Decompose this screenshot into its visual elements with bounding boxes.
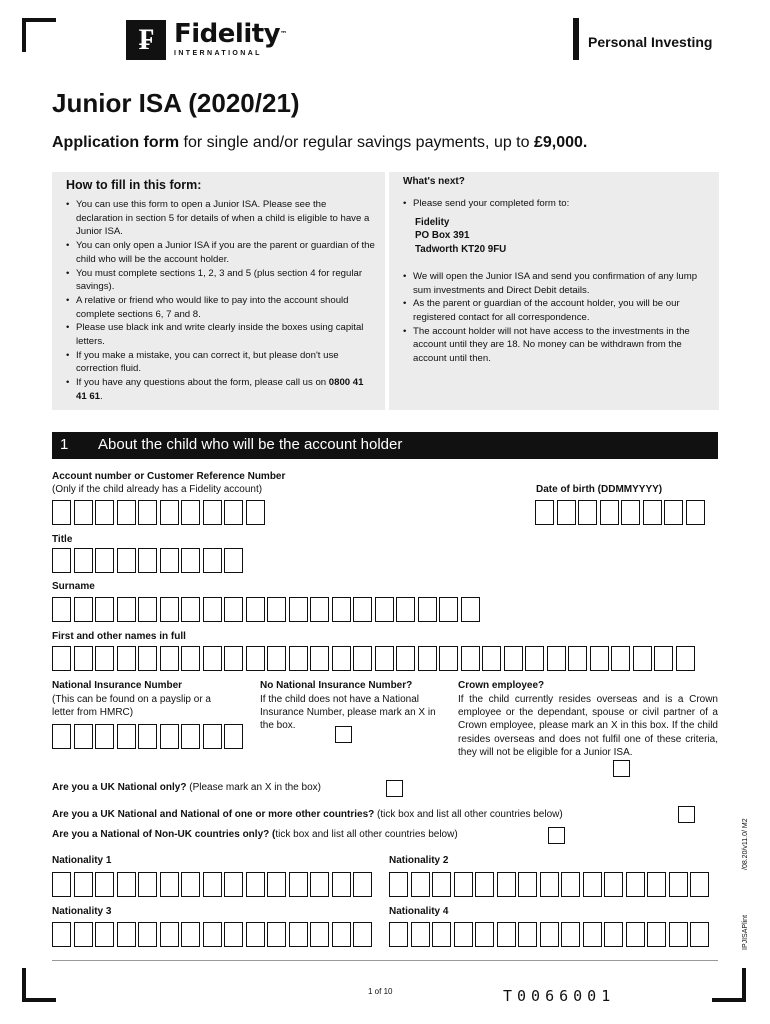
- character-box[interactable]: [535, 500, 554, 525]
- character-box[interactable]: [669, 922, 688, 947]
- version-code: /08.20/v11.0/ M2: [742, 818, 749, 870]
- character-box[interactable]: [600, 500, 619, 525]
- character-box[interactable]: [540, 922, 559, 947]
- character-box[interactable]: [74, 724, 93, 749]
- character-box[interactable]: [686, 500, 705, 525]
- how-to-box: [52, 172, 385, 410]
- personal-investing-label: Personal Investing: [588, 34, 713, 50]
- character-box[interactable]: [203, 922, 222, 947]
- uk-other-checkbox[interactable]: [678, 806, 695, 823]
- character-box[interactable]: [138, 646, 157, 671]
- character-box[interactable]: [52, 872, 71, 897]
- uk-other-rest: (tick box and list all other countries below): [374, 809, 563, 820]
- crop-mark-bottom-left: [22, 968, 56, 1002]
- character-box[interactable]: [160, 646, 179, 671]
- character-box[interactable]: [561, 872, 580, 897]
- character-box[interactable]: [117, 548, 136, 573]
- character-box[interactable]: [475, 872, 494, 897]
- form-code: T0066001: [503, 987, 616, 1005]
- subtitle-rest: for single and/or regular savings payments, up to: [179, 134, 534, 151]
- character-box[interactable]: [454, 872, 473, 897]
- character-box[interactable]: [647, 872, 666, 897]
- whats-next-heading: What's next?: [403, 176, 465, 187]
- uk-only-rest: (Please mark an X in the box): [186, 782, 321, 793]
- character-box[interactable]: [332, 922, 351, 947]
- character-box[interactable]: [647, 922, 666, 947]
- non-uk-rest: tick box and list all other countries below): [275, 829, 458, 840]
- character-box[interactable]: [74, 597, 93, 622]
- account-number-label: Account number or Customer Reference Number: [52, 471, 286, 482]
- personal-investing-bar: [573, 18, 579, 60]
- character-box[interactable]: [332, 646, 351, 671]
- contact-end: .: [100, 390, 103, 402]
- page-title: Junior ISA (2020/21): [52, 88, 300, 118]
- character-box[interactable]: [690, 872, 709, 897]
- character-box[interactable]: [375, 646, 394, 671]
- how-to-item: • A relative or friend who would like to pay into the account should complete sections 6, 7 and 8.: [66, 294, 375, 321]
- character-box[interactable]: [267, 597, 286, 622]
- surname-label: Surname: [52, 581, 95, 592]
- character-box[interactable]: [203, 500, 222, 525]
- non-uk-bold: Are you a National of Non-UK countries only? (: [52, 829, 276, 840]
- character-box[interactable]: [411, 922, 430, 947]
- character-box[interactable]: [482, 646, 501, 671]
- character-box[interactable]: [117, 724, 136, 749]
- section-title: About the child who will be the account holder: [98, 436, 403, 453]
- character-box[interactable]: [203, 872, 222, 897]
- character-box[interactable]: [497, 922, 516, 947]
- character-box[interactable]: [561, 922, 580, 947]
- first-names-label: First and other names in full: [52, 631, 186, 642]
- character-box[interactable]: [246, 500, 265, 525]
- character-box[interactable]: [289, 922, 308, 947]
- character-box[interactable]: [181, 922, 200, 947]
- character-box[interactable]: [203, 597, 222, 622]
- character-box[interactable]: [418, 646, 437, 671]
- character-box[interactable]: [310, 597, 329, 622]
- character-box[interactable]: [267, 646, 286, 671]
- character-box[interactable]: [181, 646, 200, 671]
- character-box[interactable]: [224, 872, 243, 897]
- character-box[interactable]: [224, 597, 243, 622]
- whats-next-list: [403, 270, 709, 366]
- character-box[interactable]: [267, 872, 286, 897]
- no-ni-label: No National Insurance Number?: [260, 680, 413, 691]
- character-box[interactable]: [203, 646, 222, 671]
- character-box[interactable]: [654, 646, 673, 671]
- nationality-4-label: Nationality 4: [389, 906, 449, 917]
- whats-next-box: [389, 172, 719, 410]
- character-box[interactable]: [74, 872, 93, 897]
- character-box[interactable]: [578, 500, 597, 525]
- character-box[interactable]: [246, 922, 265, 947]
- character-box[interactable]: [203, 548, 222, 573]
- character-box[interactable]: [160, 922, 179, 947]
- nationality-3-label: Nationality 3: [52, 906, 112, 917]
- character-box[interactable]: [289, 872, 308, 897]
- character-box[interactable]: [633, 646, 652, 671]
- character-box[interactable]: [160, 597, 179, 622]
- uk-other-question: [52, 809, 563, 820]
- character-box[interactable]: [389, 922, 408, 947]
- character-box[interactable]: [525, 646, 544, 671]
- character-box[interactable]: [626, 922, 645, 947]
- character-box[interactable]: [604, 872, 623, 897]
- character-box[interactable]: [332, 872, 351, 897]
- whats-next-item: • We will open the Junior ISA and send you confirmation of any lump sum investments and Direct Debit details.: [403, 270, 709, 297]
- footer-divider: [52, 960, 718, 961]
- nationality-3-input[interactable]: [52, 922, 375, 947]
- character-box[interactable]: [461, 597, 480, 622]
- character-box[interactable]: [310, 922, 329, 947]
- dob-label: Date of birth (DDMMYYYY): [536, 484, 663, 495]
- character-box[interactable]: [432, 922, 451, 947]
- character-box[interactable]: [310, 646, 329, 671]
- character-box[interactable]: [138, 500, 157, 525]
- character-box[interactable]: [396, 646, 415, 671]
- character-box[interactable]: [418, 597, 437, 622]
- title-input[interactable]: [52, 548, 246, 573]
- character-box[interactable]: [432, 872, 451, 897]
- character-box[interactable]: [74, 548, 93, 573]
- character-box[interactable]: [583, 872, 602, 897]
- character-box[interactable]: [332, 597, 351, 622]
- character-box[interactable]: [117, 597, 136, 622]
- character-box[interactable]: [547, 646, 566, 671]
- character-box[interactable]: [504, 646, 523, 671]
- character-box[interactable]: [52, 548, 71, 573]
- crop-mark-bottom-right: [712, 968, 746, 1002]
- phone-number: 0800 41 41 61: [76, 377, 364, 402]
- whats-next-item: • As the parent or guardian of the account holder, you will be our registered contact for all correspondence.: [403, 297, 709, 324]
- character-box[interactable]: [52, 500, 71, 525]
- character-box[interactable]: [568, 646, 587, 671]
- character-box[interactable]: [310, 872, 329, 897]
- character-box[interactable]: [353, 646, 372, 671]
- character-box[interactable]: [664, 500, 683, 525]
- address-line: Fidelity: [415, 216, 450, 228]
- character-box[interactable]: [353, 922, 372, 947]
- non-uk-question: [52, 829, 458, 840]
- character-box[interactable]: [289, 597, 308, 622]
- crown-note: If the child currently resides overseas and is a Crown employee or the dependant, spouse or civil partner of a Crown employee, please mark an X in this box. If the child resides overseas and does not fulfil one of these criteria, they will not be eligible for a Junior ISA.: [458, 694, 718, 758]
- character-box[interactable]: [439, 646, 458, 671]
- address-line: PO Box 391: [415, 230, 470, 242]
- contact-text: If you have any questions about the form, please call us on: [76, 377, 329, 389]
- character-box[interactable]: [224, 548, 243, 573]
- uk-other-bold: Are you a UK National and National of one or more other countries?: [52, 809, 375, 820]
- ni-label: National Insurance Number: [52, 680, 183, 691]
- how-to-item: • If you make a mistake, you can correct it, but please don't use correction fluid.: [66, 349, 375, 376]
- character-box[interactable]: [540, 872, 559, 897]
- character-box[interactable]: [353, 872, 372, 897]
- character-box[interactable]: [138, 724, 157, 749]
- character-box[interactable]: [203, 724, 222, 749]
- fidelity-logo: [126, 20, 287, 60]
- character-box[interactable]: [611, 646, 630, 671]
- trademark: ™: [280, 30, 287, 38]
- character-box[interactable]: [52, 597, 71, 622]
- subtitle-amount: £9,000.: [533, 134, 588, 151]
- whats-next-item: • The account holder will not have access to the investments in the account until they are 18. No money can be withdrawn from the account until then.: [403, 325, 709, 366]
- character-box[interactable]: [396, 597, 415, 622]
- character-box[interactable]: [95, 922, 114, 947]
- surname-input[interactable]: [52, 597, 482, 622]
- character-box[interactable]: [138, 922, 157, 947]
- character-box[interactable]: [181, 500, 200, 525]
- character-box[interactable]: [461, 646, 480, 671]
- character-box[interactable]: [389, 872, 408, 897]
- character-box[interactable]: [95, 872, 114, 897]
- how-to-item: • You can use this form to open a Junior ISA. Please see the declaration in section 5 for details of when a child is eligible to have a Junior ISA.: [66, 198, 375, 239]
- form-ref-code: IPJISAPlint: [742, 914, 749, 950]
- character-box[interactable]: [497, 872, 516, 897]
- how-to-item: • You can only open a Junior ISA if you are the parent or guardian of the child who will be the account holder.: [66, 239, 375, 266]
- character-box[interactable]: [160, 872, 179, 897]
- how-to-item: • Please use black ink and write clearly inside the boxes using capital letters.: [66, 321, 375, 348]
- uk-only-checkbox[interactable]: [386, 780, 403, 797]
- character-box[interactable]: [74, 500, 93, 525]
- character-box[interactable]: [246, 872, 265, 897]
- character-box[interactable]: [117, 500, 136, 525]
- ni-note: (This can be found on a payslip or a letter from HMRC): [52, 694, 211, 719]
- character-box[interactable]: [621, 500, 640, 525]
- no-ni-note: If the child does not have a National Insurance Number, please mark an X in the box.: [260, 694, 436, 732]
- character-box[interactable]: [74, 646, 93, 671]
- character-box[interactable]: [74, 922, 93, 947]
- character-box[interactable]: [181, 724, 200, 749]
- character-box[interactable]: [181, 548, 200, 573]
- send-instruction: • Please send your completed form to:: [403, 197, 709, 211]
- fidelity-logo-word: Fidelity: [174, 19, 281, 49]
- how-to-item-contact: [66, 376, 375, 403]
- how-to-list: [66, 198, 375, 404]
- character-box[interactable]: [411, 872, 430, 897]
- character-box[interactable]: [518, 872, 537, 897]
- character-box[interactable]: [690, 922, 709, 947]
- character-box[interactable]: [117, 872, 136, 897]
- character-box[interactable]: [52, 724, 71, 749]
- character-box[interactable]: [590, 646, 609, 671]
- page-number: 1 of 10: [368, 987, 393, 996]
- character-box[interactable]: [95, 500, 114, 525]
- character-box[interactable]: [353, 597, 372, 622]
- how-to-item: • You must complete sections 1, 2, 3 and 5 (plus section 4 for regular savings).: [66, 267, 375, 294]
- character-box[interactable]: [583, 922, 602, 947]
- nationality-2-input[interactable]: [389, 872, 712, 897]
- character-box[interactable]: [557, 500, 576, 525]
- character-box[interactable]: [224, 500, 243, 525]
- uk-only-bold: Are you a UK National only?: [52, 782, 187, 793]
- character-box[interactable]: [117, 646, 136, 671]
- page-subtitle: [52, 134, 587, 152]
- section-1-header: [52, 432, 718, 459]
- character-box[interactable]: [95, 597, 114, 622]
- character-box[interactable]: [626, 872, 645, 897]
- character-box[interactable]: [95, 724, 114, 749]
- character-box[interactable]: [160, 724, 179, 749]
- no-ni-checkbox[interactable]: [335, 726, 352, 743]
- character-box[interactable]: [246, 597, 265, 622]
- postal-address: [415, 216, 709, 257]
- character-box[interactable]: [138, 872, 157, 897]
- character-box[interactable]: [669, 872, 688, 897]
- fidelity-logo-mark: ₣: [126, 20, 166, 60]
- address-line: Tadworth KT20 9FU: [415, 244, 507, 256]
- subtitle-bold: Application form: [52, 134, 180, 151]
- character-box[interactable]: [138, 597, 157, 622]
- nationality-1-label: Nationality 1: [52, 855, 112, 866]
- character-box[interactable]: [454, 922, 473, 947]
- account-number-note: (Only if the child already has a Fidelity account): [52, 484, 263, 495]
- ni-input[interactable]: [52, 724, 246, 749]
- fidelity-logo-sub: INTERNATIONAL: [174, 50, 262, 57]
- character-box[interactable]: [95, 646, 114, 671]
- title-label: Title: [52, 534, 73, 545]
- character-box[interactable]: [676, 646, 695, 671]
- character-box[interactable]: [95, 548, 114, 573]
- character-box[interactable]: [117, 922, 136, 947]
- crop-mark-top-left: [22, 18, 56, 52]
- nationality-2-label: Nationality 2: [389, 855, 449, 866]
- section-number: 1: [60, 436, 69, 453]
- character-box[interactable]: [160, 548, 179, 573]
- character-box[interactable]: [52, 646, 71, 671]
- character-box[interactable]: [267, 922, 286, 947]
- character-box[interactable]: [375, 597, 394, 622]
- account-number-input[interactable]: [52, 500, 267, 525]
- non-uk-checkbox[interactable]: [548, 827, 565, 844]
- whats-next-send: [403, 197, 709, 211]
- character-box[interactable]: [518, 922, 537, 947]
- how-to-heading: How to fill in this form:: [66, 178, 202, 192]
- character-box[interactable]: [289, 646, 308, 671]
- character-box[interactable]: [643, 500, 662, 525]
- character-box[interactable]: [439, 597, 458, 622]
- character-box[interactable]: [160, 500, 179, 525]
- character-box[interactable]: [246, 646, 265, 671]
- character-box[interactable]: [181, 597, 200, 622]
- character-box[interactable]: [224, 724, 243, 749]
- character-box[interactable]: [224, 922, 243, 947]
- nationality-4-input[interactable]: [389, 922, 712, 947]
- nationality-1-input[interactable]: [52, 872, 375, 897]
- character-box[interactable]: [52, 922, 71, 947]
- character-box[interactable]: [138, 548, 157, 573]
- character-box[interactable]: [604, 922, 623, 947]
- character-box[interactable]: [181, 872, 200, 897]
- character-box[interactable]: [475, 922, 494, 947]
- character-box[interactable]: [224, 646, 243, 671]
- first-names-input[interactable]: [52, 646, 697, 671]
- uk-only-question: [52, 782, 321, 793]
- crown-checkbox[interactable]: [613, 760, 630, 777]
- crown-label: Crown employee?: [458, 680, 545, 691]
- dob-input[interactable]: [535, 500, 707, 525]
